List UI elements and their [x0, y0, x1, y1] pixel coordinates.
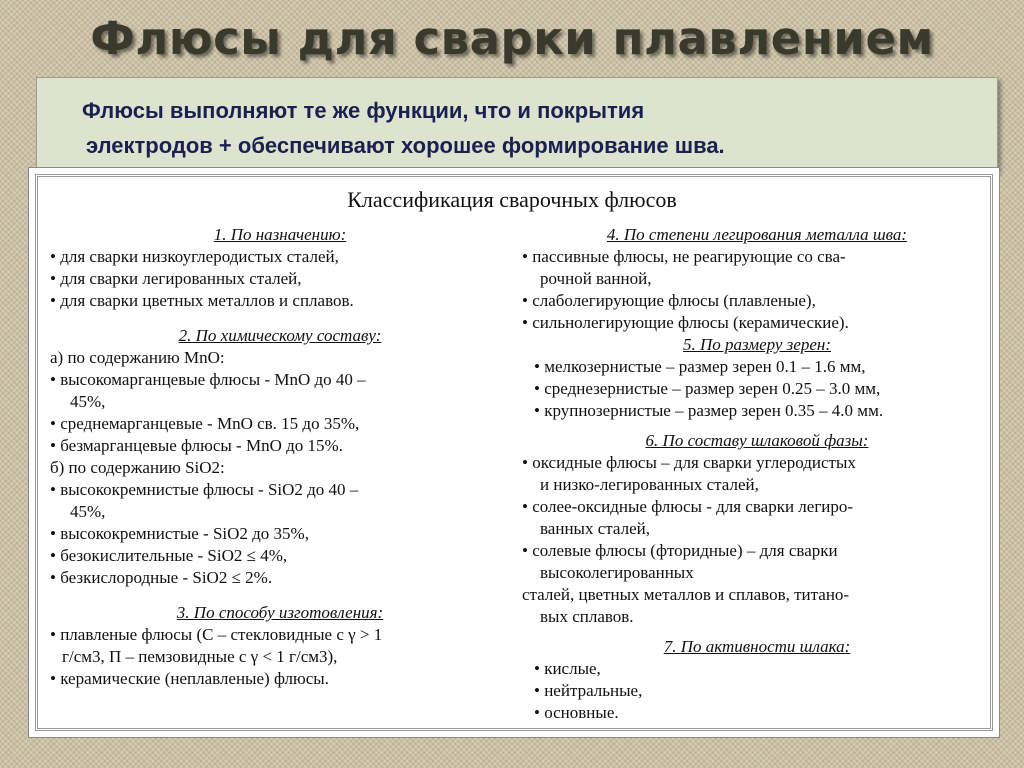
list-item: 45%, [70, 392, 106, 411]
list-item: б) по содержанию SiO2: [50, 458, 225, 477]
list-item: • керамические (неплавленые) флюсы. [50, 669, 329, 688]
section-title: 4. По степени легирования металла шва: [606, 225, 908, 244]
list-item: • среднемарганцевые - MnO св. 15 до 35%, [50, 414, 360, 433]
list-item: • высококремнистые - SiO2 до 35%, [50, 524, 309, 543]
list-item: 45%, [70, 502, 106, 521]
left-column [50, 224, 510, 690]
list-item: ванных сталей, [540, 519, 650, 538]
section-title: 5. По размеру зерен: [682, 335, 832, 354]
list-item: и низко-легированных сталей, [540, 475, 759, 494]
list-item: • для сварки низкоуглеродистых сталей, [50, 247, 339, 266]
list-item: • крупнозернистые – размер зерен 0.35 – 4.0 мм. [534, 401, 884, 420]
list-item: • безокислительные - SiO2 ≤ 4%, [50, 546, 288, 565]
list-item: • для сварки легированных сталей, [50, 269, 302, 288]
section-title: 1. По назначению: [213, 225, 347, 244]
list-item: • солее-оксидные флюсы - для сварки легиро- [522, 497, 854, 516]
section-title: 7. По активности шлака: [663, 637, 851, 656]
list-item: • солевые флюсы (фторидные) – для сварки [522, 541, 838, 560]
list-item: • слаболегирующие флюсы (плавленые), [522, 291, 816, 310]
list-item: • основные. [534, 703, 619, 722]
intro-line: электродов + обеспечивают хорошее формирование шва. [86, 133, 725, 158]
document-heading: Классификация сварочных флюсов [347, 187, 677, 212]
list-item: г/см3, П – пемзовидные с γ < 1 г/см3), [62, 647, 338, 666]
right-column [522, 224, 992, 724]
list-item: сталей, цветных металлов и сплавов, титано- [522, 585, 850, 604]
list-item: • среднезернистые – размер зерен 0.25 – 3.0 мм, [534, 379, 881, 398]
list-item: • нейтральные, [534, 681, 643, 700]
list-item: • кислые, [534, 659, 601, 678]
slide-title: Флюсы для сварки плавлением [90, 12, 934, 65]
list-item: • безкислородные - SiO2 ≤ 2%. [50, 568, 273, 587]
list-item: • сильнолегирующие флюсы (керамические). [522, 313, 849, 332]
list-item: • мелкозернистые – размер зерен 0.1 – 1.6 мм, [534, 357, 866, 376]
list-item: а) по содержанию MnO: [50, 348, 225, 367]
section-title: 3. По способу изготовления: [176, 603, 384, 622]
section-title: 6. По составу шлаковой фазы: [645, 431, 869, 450]
list-item: вых сплавов. [540, 607, 634, 626]
list-item: высоколегированных [540, 563, 694, 582]
section-title: 2. По химическому составу: [178, 326, 382, 345]
list-item: • высококремнистые флюсы - SiO2 до 40 – [50, 480, 359, 499]
list-item: • для сварки цветных металлов и сплавов. [50, 291, 354, 310]
intro-text [82, 93, 982, 163]
list-item: • безмарганцевые флюсы - MnO до 15%. [50, 436, 343, 455]
intro-line: Флюсы выполняют те же функции, что и покрытия [82, 98, 645, 123]
list-item: • высокомарганцевые флюсы - MnO до 40 – [50, 370, 366, 389]
list-item: рочной ванной, [540, 269, 652, 288]
list-item: • пассивные флюсы, не реагирующие со сва- [522, 247, 846, 266]
list-item: • оксидные флюсы – для сварки углеродистых [522, 453, 856, 472]
list-item: • плавленые флюсы (С – стекловидные с γ > 1 [50, 625, 383, 644]
